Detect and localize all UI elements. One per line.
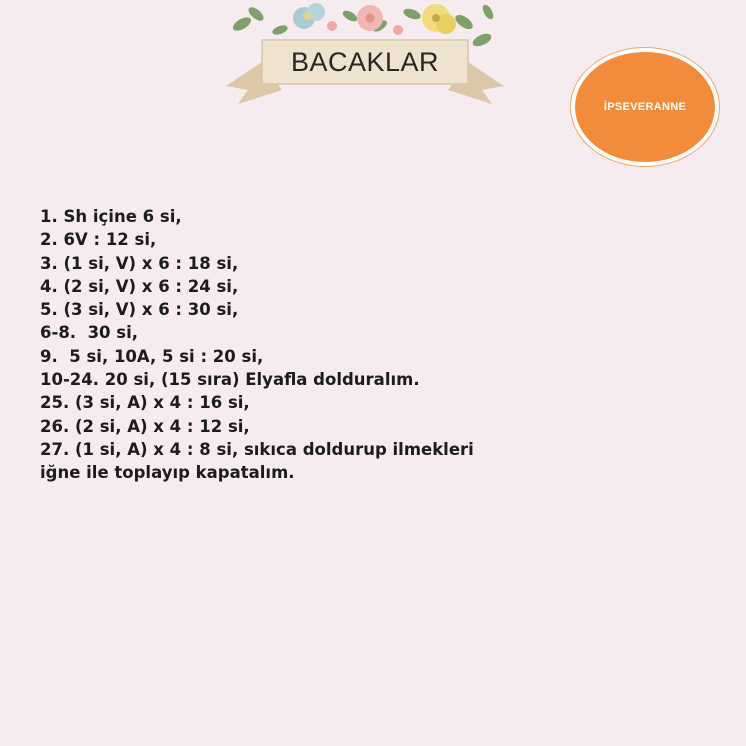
flower-yellow-icon [422,4,456,34]
instruction-line: 2. 6V : 12 si, [40,230,157,250]
instruction-list [40,205,720,485]
instruction-line: 10-24. 20 si, (15 sıra) Elyafla dolduralım. [40,370,420,390]
flower-pink-icon [357,5,383,31]
brand-badge [571,48,719,166]
brand-badge-label: İPSEVERANNE [603,101,687,113]
instruction-line: 27. (1 si, A) x 4 : 8 si, sıkıca doldurup ilmekleri [40,439,474,459]
instruction-line: 1. Sh içine 6 si, [40,207,182,226]
instruction-line: 3. (1 si, V) x 6 : 18 si, [40,253,239,273]
instruction-line: 9. 5 si, 10A, 5 si : 20 si, [40,346,264,366]
instruction-line: 6-8. 30 si, [40,323,139,343]
instruction-line: 26. (2 si, A) x 4 : 12 si, [40,416,250,436]
instruction-line: iğne ile toplayıp kapatalım. [40,463,295,483]
instruction-line: 4. (2 si, V) x 6 : 24 si, [40,276,239,296]
instruction-line: 5. (3 si, V) x 6 : 30 si, [40,300,239,320]
page-title: BACAKLAR [290,46,440,77]
instruction-line: 25. (3 si, A) x 4 : 16 si, [40,393,250,413]
flower-blue-icon [293,3,325,29]
